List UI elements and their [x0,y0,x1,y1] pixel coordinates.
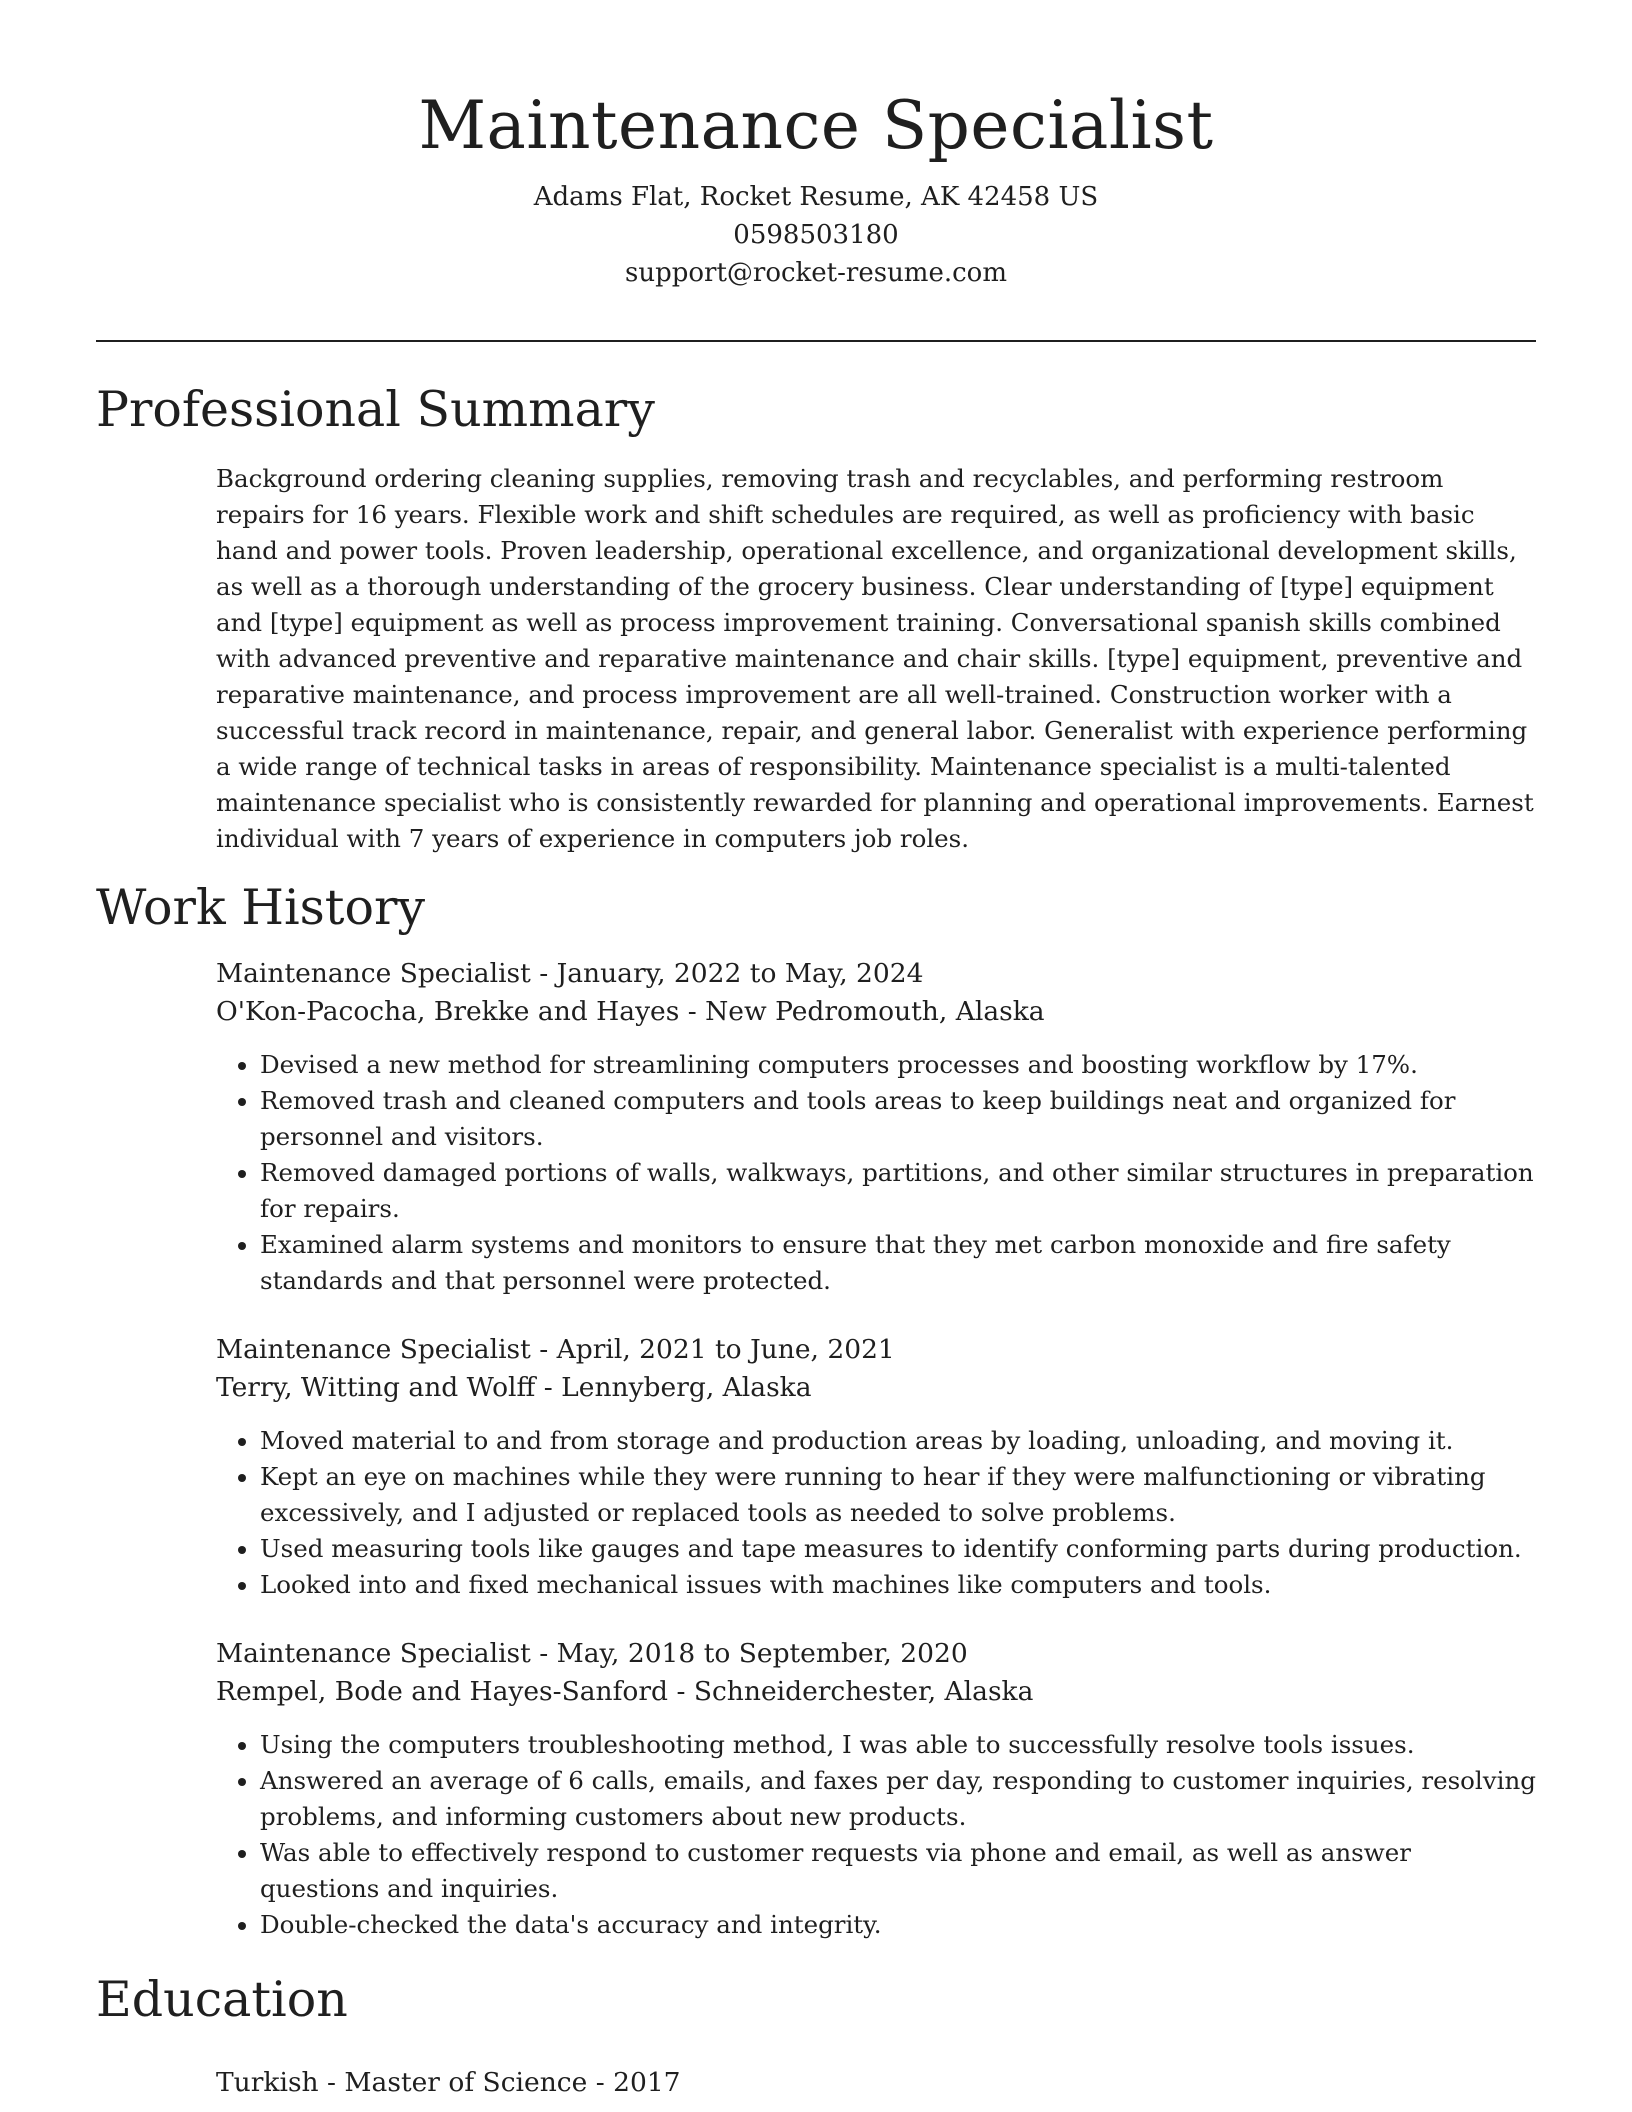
job-bullets [216,1423,1536,1603]
job-title-line: Maintenance Specialist - January, 2022 to May, 2024 [216,958,924,989]
bullet-item: • Was able to effectively respond to customer requests via phone and email, as well as answer questions and inquiries. [260,1835,1536,1907]
job-bullets [216,1727,1536,1943]
contact-info [0,178,1632,292]
bullet-item: • Answered an average of 6 calls, emails, and faxes per day, responding to customer inquiries, resolving problems, and informing customers about new products. [260,1763,1536,1835]
job-company-line: O'Kon-Pacocha, Brekke and Hayes - New Pedromouth, Alaska [216,996,1045,1027]
bullet-item: • Used measuring tools like gauges and tape measures to identify conforming parts during production. [260,1531,1536,1567]
bullet-item: • Using the computers troubleshooting method, I was able to successfully resolve tools issues. [260,1727,1536,1763]
education-entry: Turkish - Master of Science - 2017 [216,2067,681,2098]
resume-header [0,0,1632,292]
job-company-line: Rempel, Bode and Hayes-Sanford - Schneiderchester, Alaska [216,1676,1034,1707]
phone: 0598503180 [733,220,899,250]
summary-heading: Professional Summary [96,381,655,438]
bullet-item: • Removed trash and cleaned computers and tools areas to keep buildings neat and organized for personnel and visitors. [260,1083,1536,1155]
bullet-item: • Examined alarm systems and monitors to ensure that they met carbon monoxide and fire safety standards and that personnel were protected. [260,1227,1536,1299]
bullet-item: • Devised a new method for streamlining computers processes and boosting workflow by 17%. [260,1047,1536,1083]
work-history-heading: Work History [96,879,426,936]
job-company-line: Terry, Witting and Wolff - Lennyberg, Alaska [216,1372,812,1403]
candidate-name: Maintenance Specialist [418,87,1214,164]
summary-text: Background ordering cleaning supplies, removing trash and recyclables, and performing restroom repairs for 16 years. Flexible work and shift schedules are required, as well as proficiency with basic hand and power tools. Proven leadership, operational excellence, and organizational development skills, as well as a thorough understanding of the grocery business. Clear understanding of [type] equipment and [type] equipment as well as process improvement training. Conversational spanish skills combined with advanced preventive and reparative maintenance and chair skills. [type] equipment, preventive and reparative maintenance, and process improvement are all well-trained. Construction worker with a successful track record in maintenance, repair, and general labor. Generalist with experience performing a wide range of technical tasks in areas of responsibility. Maintenance specialist is a multi-talented maintenance specialist who is consistently rewarded for planning and operational improvements. Earnest individual with 7 years of experience in computers job roles. [216,464,1534,853]
email: support@rocket-resume.com [624,258,1007,288]
job-bullets [216,1047,1536,1299]
job-title-line: Maintenance Specialist - April, 2021 to June, 2021 [216,1334,895,1365]
job-title-line: Maintenance Specialist - May, 2018 to September, 2020 [216,1638,968,1669]
bullet-item: • Removed damaged portions of walls, walkways, partitions, and other similar structures in preparation for repairs. [260,1155,1536,1227]
header-divider [96,340,1536,342]
address: Adams Flat, Rocket Resume, AK 42458 US [533,182,1099,212]
bullet-item: • Kept an eye on machines while they were running to hear if they were malfunctioning or vibrating excessively, and I adjusted or replaced tools as needed to solve problems. [260,1459,1536,1531]
bullet-item: • Moved material to and from storage and production areas by loading, unloading, and moving it. [260,1423,1536,1459]
job-entry [216,955,1536,1299]
bullet-item: • Looked into and fixed mechanical issues with machines like computers and tools. [260,1567,1536,1603]
bullet-item: • Double-checked the data's accuracy and integrity. [260,1907,1536,1943]
education-heading: Education [96,1971,348,2028]
job-entry [216,1331,1536,1603]
job-entry [216,1635,1536,1943]
